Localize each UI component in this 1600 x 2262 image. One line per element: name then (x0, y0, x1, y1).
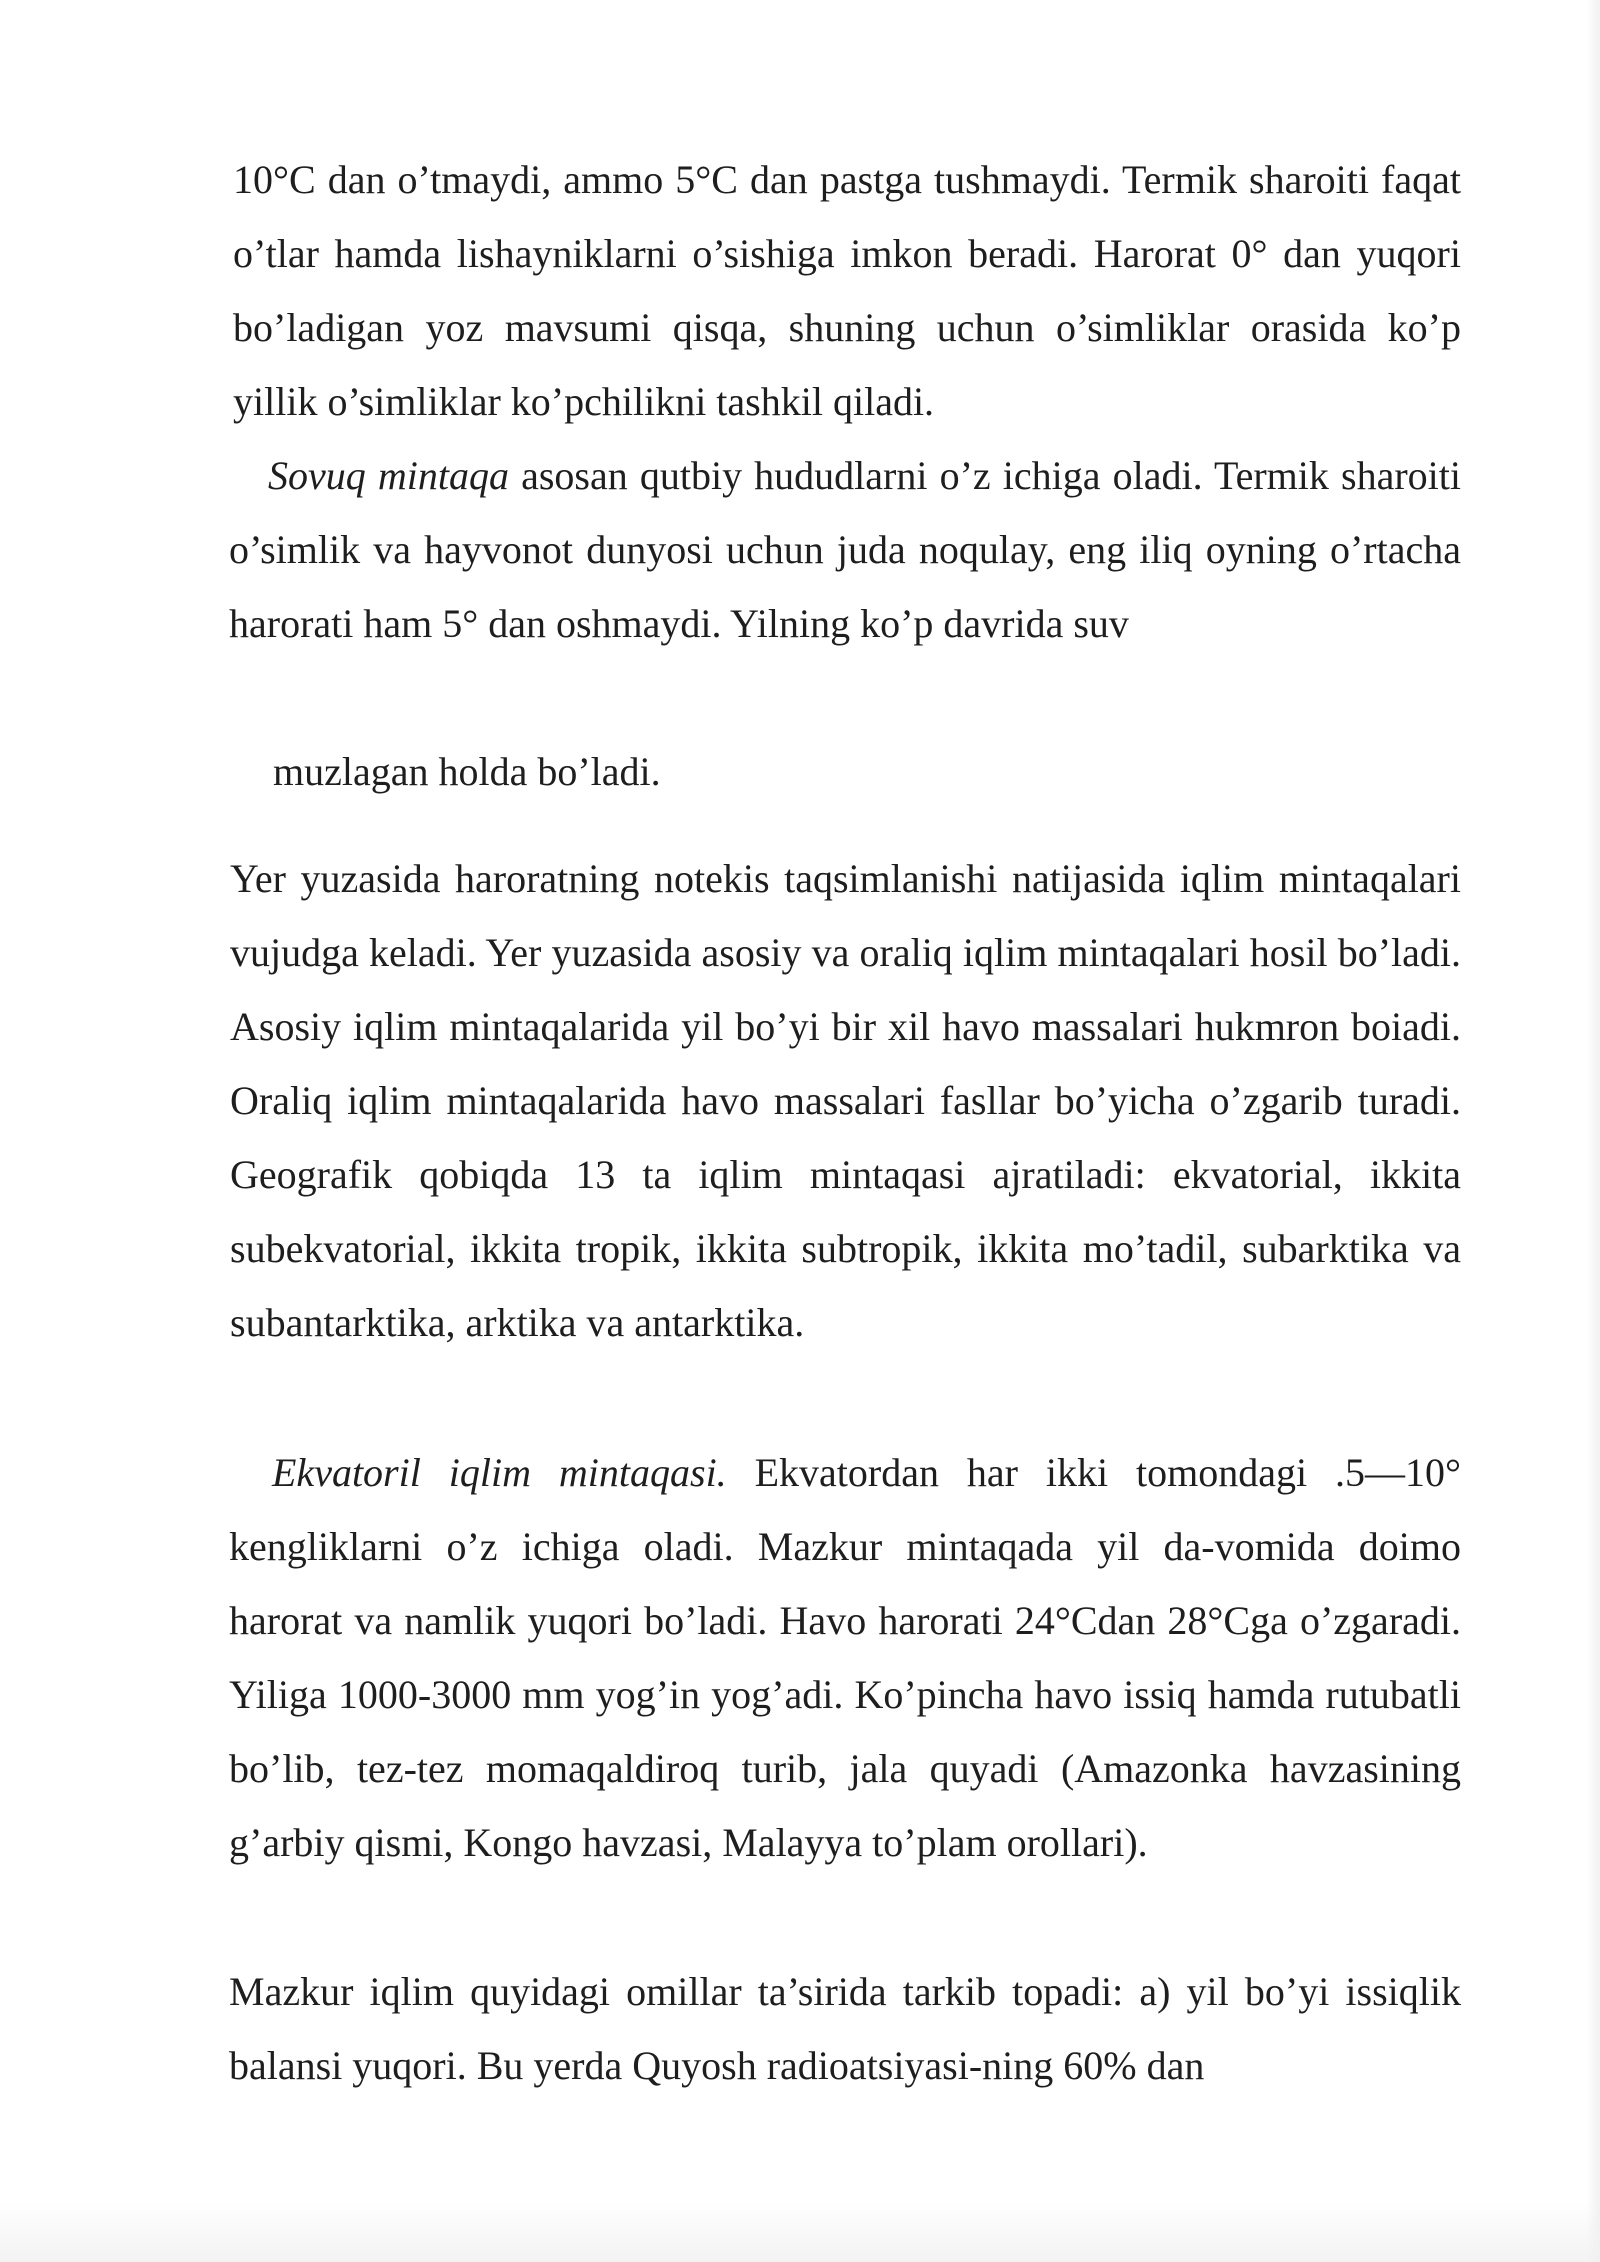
page-edge-shadow (1586, 0, 1600, 2262)
paragraph-climate-zones (230, 842, 1461, 1360)
paragraph-text: asosan qutbiy hududlarni o’z ichiga oladi. Termik sharoiti o’simlik va hayvonot dunyosi uchun juda noqulay, eng iliq oyning o’rtacha harorati ham 5° dan oshmaydi. Yilning ko’p davrida suv (229, 453, 1462, 646)
paragraph-text: Yer yuzasida haroratning notekis taqsimlanishi natijasida iqlim mintaqalari vujudga keladi. Yer yuzasida asosiy va oraliq iqlim mintaqalari hosil bo’ladi. Asosiy iqlim mintaqalarida yil bo’yi bir xil havo massalari hukmron boiadi. Oraliq iqlim mintaqalarida havo massalari fasllar bo’yicha o’zgarib turadi. Geografik qobiqda 13 ta iqlim mintaqasi ajratiladi: ekvatorial, ikkita subekvatorial, ikkita tropik, ikkita subtropik, ikkita mo’tadil, subarktika va subantarktika, arktika va antarktika. (230, 856, 1461, 1345)
paragraph-tundra-end (233, 143, 1461, 439)
paragraph-text: Mazkur iqlim quyidagi omillar ta’sirida tarkib topadi: a) yil bo’yi issiqlik balansi yuqori. Bu yerda Quyosh radioatsiyasi-ning 60% dan (229, 1969, 1461, 2088)
paragraph-cold-zone-continuation (273, 735, 1461, 809)
paragraph-equatorial-zone (229, 1436, 1461, 1880)
paragraph-cold-zone (229, 439, 1461, 661)
paragraph-text: muzlagan holda bo’ladi. (273, 749, 661, 794)
term-ekvatoril-iqlim-mintaqasi: Ekvatoril iqlim mintaqasi. (272, 1450, 727, 1495)
page-bottom-shadow (0, 2202, 1600, 2262)
paragraph-climate-factors (229, 1955, 1461, 2103)
paragraph-text: 10°C dan o’tmaydi, ammo 5°C dan pastga tushmaydi. Termik sharoiti faqat o’tlar hamda lishayniklarni o’sishiga imkon beradi. Harorat 0° dan yuqori bo’ladigan yoz mavsumi qisqa, shuning uchun o’simliklar orasida ko’p yillik o’simliklar ko’pchilikni tashkil qiladi. (233, 157, 1461, 424)
term-sovuq-mintaqa: Sovuq mintaqa (268, 453, 509, 498)
paragraph-text: Ekvatordan har ikki tomondagi .5—10° kengliklarni o’z ichiga oladi. Mazkur mintaqada yil da-vomida doimo harorat va namlik yuqori bo’ladi. Havo harorati 24°Cdan 28°Cga o’zgaradi. Yiliga 1000-3000 mm yog’in yog’adi. Ko’pincha havo issiq hamda rutubatli bo’lib, tez-tez momaqaldiroq turib, jala quyadi (Amazonka havzasining g’arbiy qismi, Kongo havzasi, Malayya to’plam orollari). (229, 1450, 1461, 1865)
